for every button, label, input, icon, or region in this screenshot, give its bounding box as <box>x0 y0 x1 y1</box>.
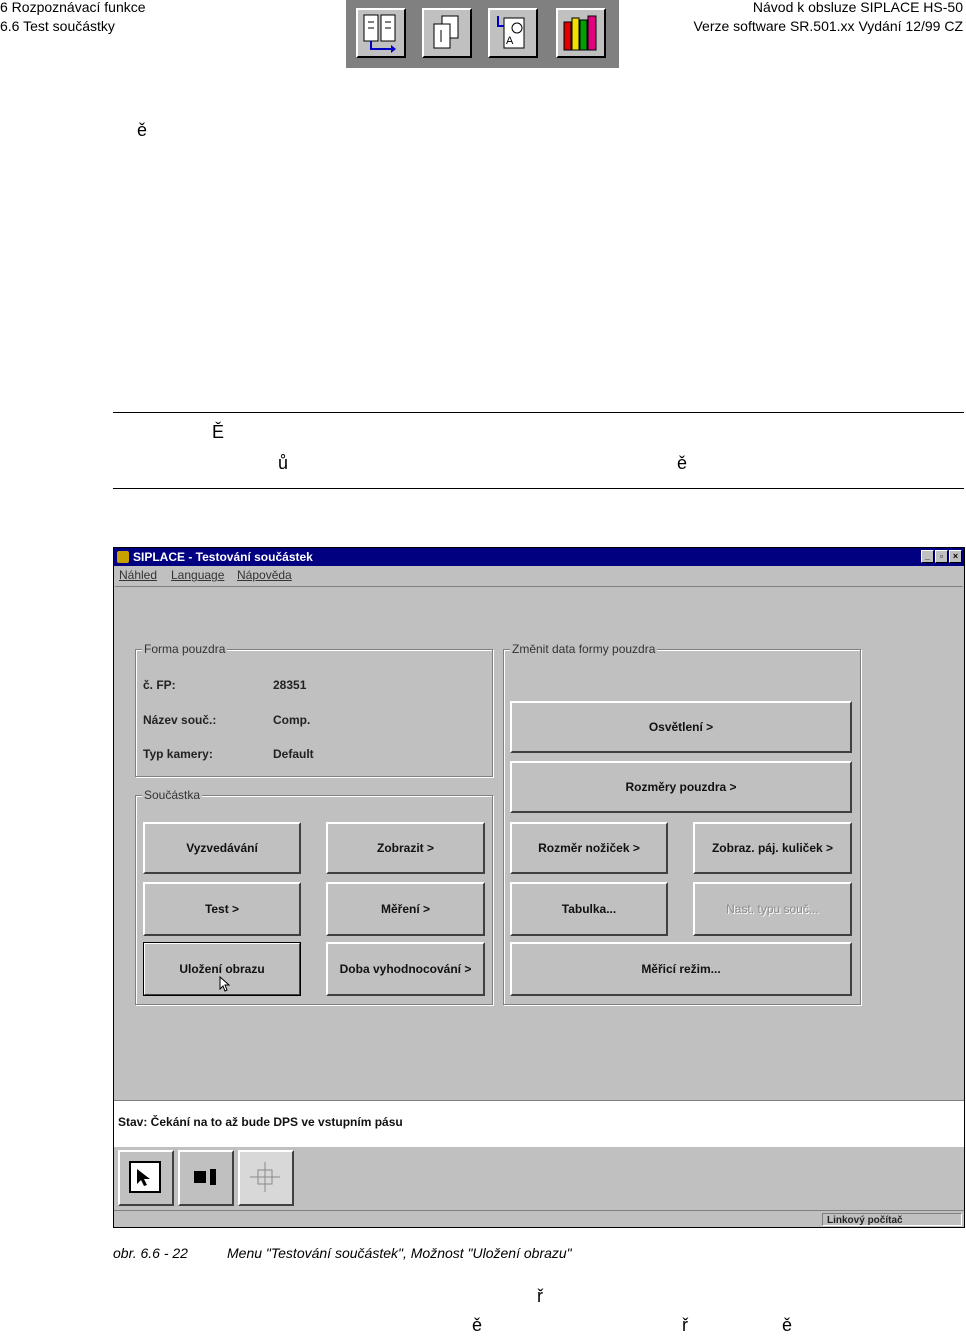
search-document-icon[interactable] <box>488 8 538 58</box>
window-statusbar <box>114 1210 964 1228</box>
menu-divider <box>115 586 963 587</box>
body-text-fragment: ř <box>537 1286 543 1306</box>
component-view-button[interactable] <box>178 1150 234 1206</box>
fp-number-value: 28351 <box>273 678 307 692</box>
zobrazit-button[interactable]: Zobrazit > <box>326 822 485 874</box>
svg-text:A: A <box>506 35 514 47</box>
app-icon <box>117 551 129 563</box>
minimize-button[interactable]: _ <box>921 550 934 563</box>
chapter-title: 6 Rozpoznávací funkce <box>0 0 146 15</box>
doba-vyhodnocovani-button[interactable]: Doba vyhodnocování > <box>326 942 485 996</box>
menu-napoveda[interactable]: Nápověda <box>237 568 292 582</box>
camera-type-value: Default <box>273 747 314 761</box>
forma-pouzdra-title: Forma pouzdra <box>144 642 226 656</box>
vyzvedavani-button[interactable]: Vyzvedávání <box>143 822 301 874</box>
soucastka-title: Součástka <box>144 788 201 802</box>
mouse-cursor-icon <box>219 976 231 992</box>
component-name-value: Comp. <box>273 713 311 727</box>
body-text-fragment: ř <box>682 1315 688 1335</box>
body-text-fragment: ě <box>137 120 148 140</box>
status-panel <box>114 1100 964 1147</box>
component-name-label: Název souč.: <box>143 713 217 727</box>
library-books-icon[interactable] <box>556 8 606 58</box>
siplace-window <box>113 547 965 1228</box>
nast-typu-souc-button: Nast. typu souč... <box>693 882 852 936</box>
menu-nahled[interactable]: Náhled <box>119 568 158 582</box>
osvetleni-button[interactable]: Osvětlení > <box>510 701 852 753</box>
crosshair-icon <box>240 1152 292 1204</box>
manual-title: Návod k obsluze SIPLACE HS-50 <box>752 0 963 15</box>
component-icon <box>180 1152 232 1204</box>
rozmer-nozicek-button[interactable]: Rozměr nožiček > <box>510 822 668 874</box>
maximize-button[interactable]: ▫ <box>935 550 948 563</box>
body-text-fragment: ě <box>472 1315 483 1335</box>
section-title: 6.6 Test součástky <box>0 18 115 34</box>
statusbar-panel: Linkový počítač <box>822 1213 962 1226</box>
note-text-fragment: ů <box>278 453 289 473</box>
chapter-pages-icon[interactable] <box>422 8 472 58</box>
zobraz-paj-kulicek-button[interactable]: Zobraz. páj. kuliček > <box>693 822 852 874</box>
figure-number: obr. 6.6 - 22 <box>113 1245 188 1261</box>
select-tool-button[interactable] <box>118 1150 174 1206</box>
navigation-icon-bar <box>346 0 619 68</box>
tabulka-button[interactable]: Tabulka... <box>510 882 668 936</box>
note-top-rule <box>113 412 964 413</box>
zmenit-data-title: Změnit data formy pouzdra <box>512 642 656 656</box>
merici-rezim-button[interactable]: Měřicí režim... <box>510 942 852 996</box>
camera-type-label: Typ kamery: <box>143 747 213 761</box>
crosshair-tool-button <box>238 1150 294 1206</box>
mereni-button[interactable]: Měření > <box>326 882 485 936</box>
figure-caption: Menu "Testování součástek", Možnost "Uložení obrazu" <box>227 1245 572 1261</box>
ulozeni-obrazu-button[interactable]: Uložení obrazu <box>143 942 301 996</box>
forma-pouzdra-group <box>135 642 493 777</box>
note-text-fragment: Ě <box>212 422 225 442</box>
close-button[interactable]: × <box>949 550 962 563</box>
body-text-fragment: ě <box>782 1315 793 1335</box>
note-bottom-rule <box>113 488 964 489</box>
version-info: Verze software SR.501.xx Vydání 12/99 CZ <box>693 18 963 34</box>
rozmery-pouzdra-button[interactable]: Rozměry pouzdra > <box>510 761 852 813</box>
note-text-fragment: ě <box>677 453 688 473</box>
fp-number-label: č. FP: <box>143 678 176 692</box>
select-arrow-icon <box>120 1152 172 1204</box>
menu-bar <box>114 566 964 584</box>
test-button[interactable]: Test > <box>143 882 301 936</box>
window-titlebar <box>114 548 964 566</box>
window-title: SIPLACE - Testování součástek <box>133 550 313 564</box>
book-index-icon[interactable] <box>356 8 406 58</box>
status-text: Stav: Čekání na to až bude DPS ve vstupním pásu <box>118 1115 403 1129</box>
menu-language[interactable]: Language <box>171 568 225 582</box>
